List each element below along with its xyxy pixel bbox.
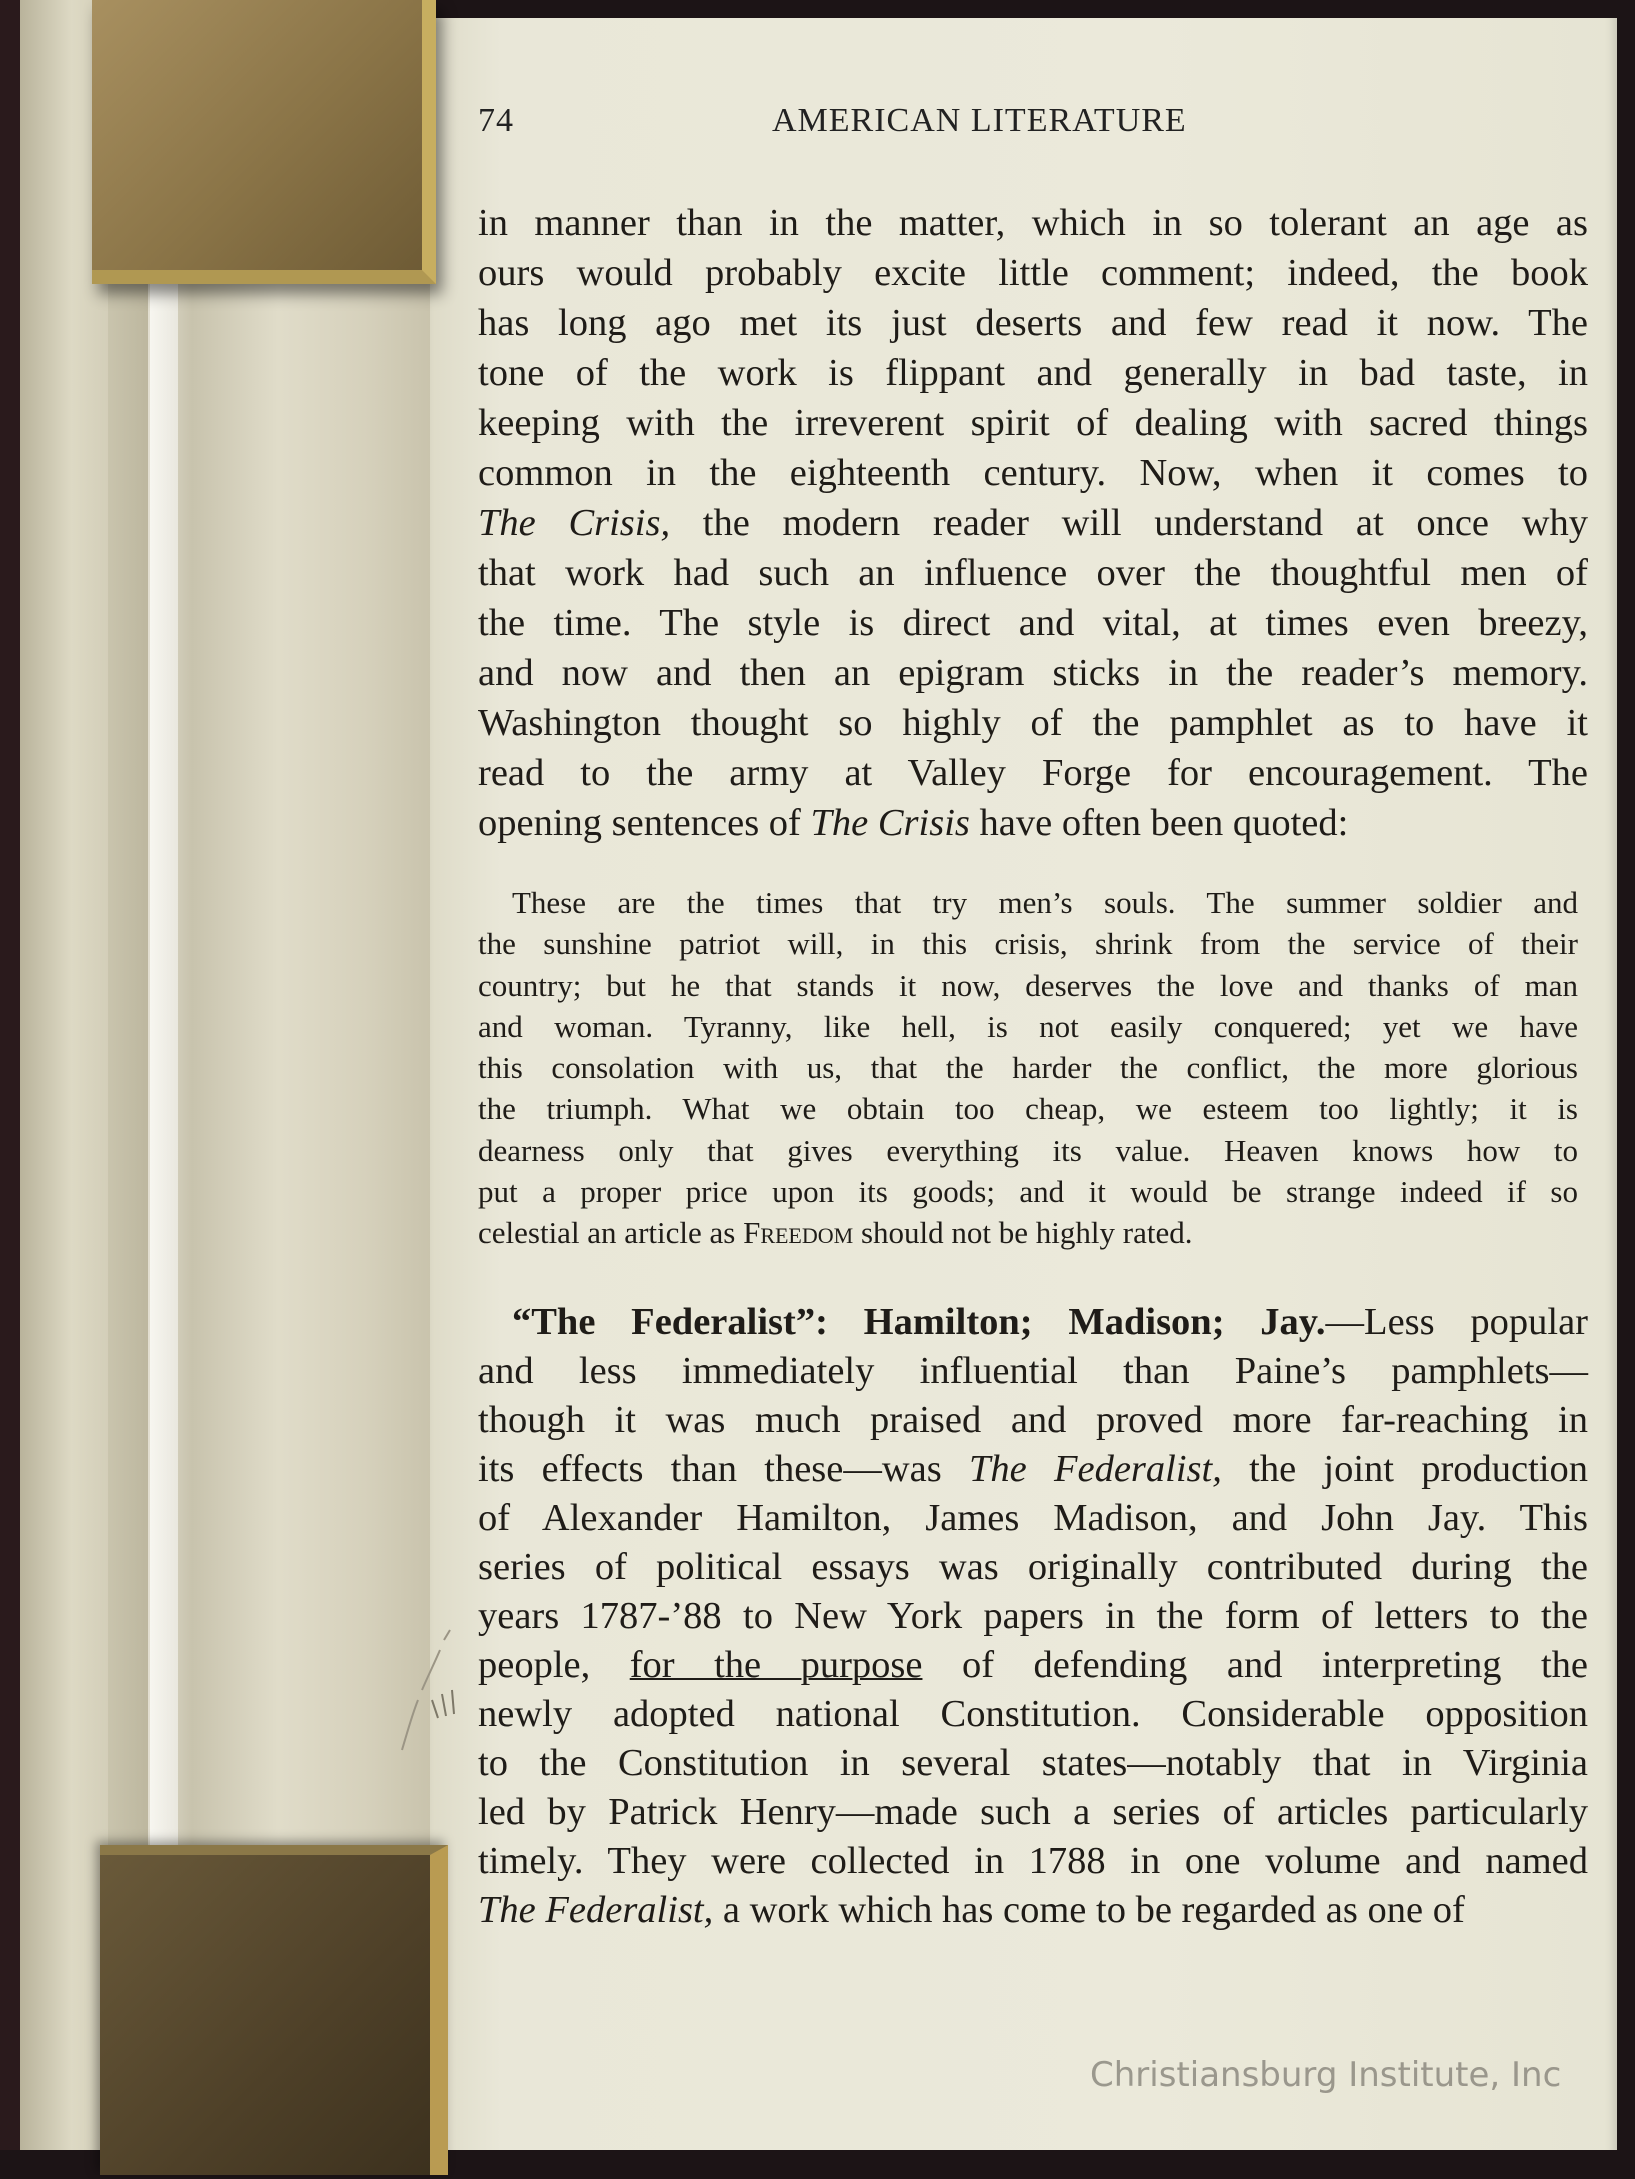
- text-line: the time. The style is direct and vital, at times even breezy,: [478, 602, 1588, 644]
- federalist-paragraph: [478, 1298, 1588, 1935]
- page-edge-white: [150, 240, 178, 1860]
- background-right: [1617, 0, 1635, 2179]
- text-line: newly adopted national Constitution. Considerable opposition: [478, 1693, 1588, 1735]
- body-paragraph: [478, 198, 1588, 848]
- text-line: years 1787-’88 to New York papers in the form of letters to the: [478, 1595, 1588, 1637]
- quote-line: the sunshine patriot will, in this crisis, shrink from the service of their: [478, 926, 1578, 962]
- text-line: common in the eighteenth century. Now, when it comes to: [478, 452, 1588, 494]
- underlined-phrase: for the purpose: [629, 1644, 923, 1686]
- text-line: series of political essays was originally contributed during the: [478, 1546, 1588, 1588]
- text-line: and less immediately influential than Paine’s pamphlets—: [478, 1350, 1588, 1392]
- text-line: keeping with the irreverent spirit of dealing with sacred things: [478, 402, 1588, 444]
- text-line: timely. They were collected in 1788 in one volume and named: [478, 1840, 1588, 1882]
- section-heading: “The Federalist”: Hamilton; Madison; Jay.: [512, 1301, 1326, 1343]
- quote-line: dearness only that gives everything its value. Heaven knows how to: [478, 1132, 1578, 1168]
- text-line: tone of the work is flippant and generally in bad taste, in: [478, 352, 1588, 394]
- page-number: 74: [478, 102, 514, 139]
- text-line: its effects than these—was The Federalist, the joint production: [478, 1448, 1589, 1490]
- binder-clip-top: [92, 0, 436, 284]
- binder-clip-bottom: [100, 1845, 448, 2175]
- background-top: [430, 0, 1635, 18]
- text-line: though it was much praised and proved more far-reaching in: [478, 1399, 1588, 1441]
- text-line: and now and then an epigram sticks in the reader’s memory.: [478, 652, 1588, 694]
- running-head: [478, 102, 1598, 146]
- block-quote: [478, 882, 1578, 1254]
- italic-title: The Crisis: [810, 802, 970, 844]
- italic-title: The Crisis,: [478, 502, 671, 544]
- text-line: of Alexander Hamilton, James Madison, and John Jay. This: [478, 1497, 1588, 1539]
- small-caps-word: Freedom: [743, 1215, 854, 1251]
- quote-line: celestial an article as Freedom should not be highly rated.: [478, 1215, 1193, 1251]
- quote-line: country; but he that stands it now, deserves the love and thanks of man: [478, 967, 1578, 1003]
- quote-line: and woman. Tyranny, like hell, is not easily conquered; yet we have: [478, 1008, 1578, 1044]
- text-line: read to the army at Valley Forge for encouragement. The: [478, 752, 1588, 794]
- quote-line: the triumph. What we obtain too cheap, we esteem too lightly; it is: [478, 1091, 1578, 1127]
- quote-line: These are the times that try men’s souls. The summer soldier and: [512, 885, 1578, 920]
- page-edge-strip: [108, 240, 148, 1880]
- text-line: that work had such an influence over the thoughtful men of: [478, 552, 1588, 594]
- italic-title: The Federalist,: [478, 1889, 714, 1931]
- text-line: people, for the purpose of defending and interpreting the: [478, 1644, 1589, 1686]
- text-line: to the Constitution in several states—notably that in Virginia: [478, 1742, 1588, 1784]
- text-line: opening sentences of The Crisis have often been quoted:: [478, 802, 1349, 844]
- running-title: AMERICAN LITERATURE: [772, 102, 1187, 139]
- quote-line: put a proper price upon its goods; and it would be strange indeed if so: [478, 1174, 1578, 1210]
- text-line: has long ago met its just deserts and few read it now. The: [478, 302, 1588, 344]
- text-line: in manner than in the matter, which in so tolerant an age as: [478, 202, 1588, 244]
- text-line: The Federalist, a work which has come to be regarded as one of: [478, 1889, 1465, 1931]
- text-line: Washington thought so highly of the pamphlet as to have it: [478, 702, 1588, 744]
- text-line: The Crisis, the modern reader will understand at once why: [478, 502, 1589, 544]
- watermark: Christiansburg Institute, Inc: [1090, 2055, 1562, 2095]
- text-line: ours would probably excite little comment; indeed, the book: [478, 252, 1588, 294]
- quote-line: this consolation with us, that the harder the conflict, the more glorious: [478, 1050, 1578, 1086]
- pencil-margin-mark-icon: [382, 1620, 462, 1760]
- section-heading-line: “The Federalist”: Hamilton; Madison; Jay.—Less popular: [512, 1301, 1588, 1343]
- text-line: led by Patrick Henry—made such a series of articles particularly: [478, 1791, 1588, 1833]
- italic-title: The Federalist,: [969, 1448, 1222, 1490]
